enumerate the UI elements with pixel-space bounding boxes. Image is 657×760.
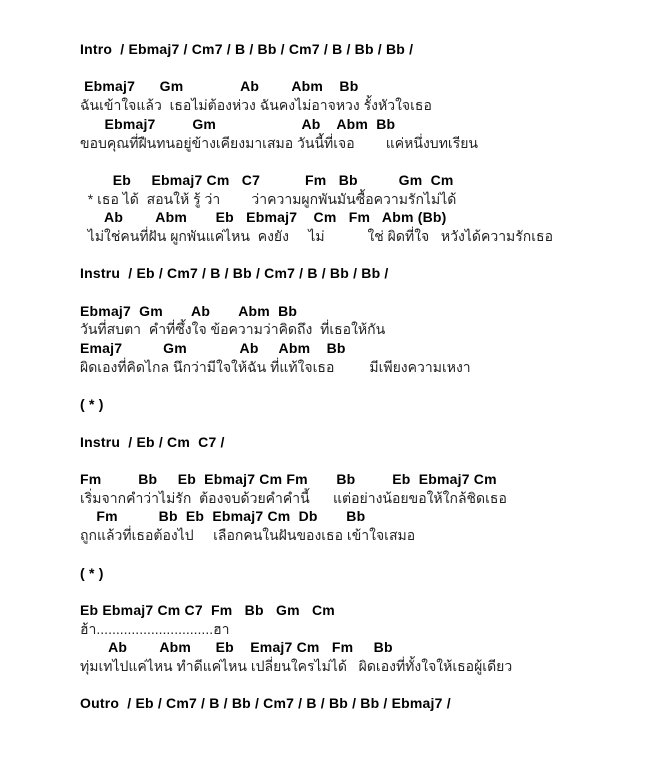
lyric-line: เริ่มจากคำว่าไม่รัก ต้องจบด้วยคำคำนี้ แต่อย่างน้อยขอให้ใกล้ชิดเธอ bbox=[80, 489, 507, 506]
lyric-line: ฉันเข้าใจแล้ว เธอไม่ต้องห่วง ฉันคงไม่อาจหวง รั้งหัวใจเธอ bbox=[80, 97, 432, 114]
lyric-line-vocalise: ฮ้า..............................ฮา bbox=[80, 620, 230, 637]
chord-line: Ab Abm Eb Emaj7 Cm Fm Bb bbox=[80, 639, 393, 656]
chord-line: Ebmaj7 Gm Ab Abm Bb bbox=[80, 115, 396, 132]
chord-line: Emaj7 Gm Ab Abm Bb bbox=[80, 340, 346, 357]
spacer-line bbox=[80, 414, 647, 433]
instru-line-2: Instru / Eb / Cm C7 / bbox=[80, 433, 225, 450]
chord-line: Ebmaj7 Gm Ab Abm Bb bbox=[80, 302, 298, 319]
lyric-line: ผิดเองที่คิดไกล นึกว่ามีใจให้ฉัน ที่แท้ใจเธอ มีเพียงความเหงา bbox=[80, 358, 471, 375]
chord-line: Ebmaj7 Gm Ab Abm Bb bbox=[80, 78, 359, 95]
spacer-line bbox=[80, 59, 647, 78]
lyric-line: วันที่สบตา คำที่ซึ้งใจ ข้อความว่าคิดถึง ที่เธอให้กัน bbox=[80, 321, 386, 338]
chord-line: Eb Ebmaj7 Cm C7 Fm Bb Gm Cm bbox=[80, 601, 335, 618]
lyric-line: ขอบคุณที่ฝืนทนอยู่ข้างเคียงมาเสมอ วันนี้ที่เจอ แค่หนึ่งบทเรียน bbox=[80, 134, 478, 151]
spacer-line bbox=[80, 676, 647, 695]
lyric-line: ถูกแล้วที่เธอต้องไป เลือกคนในฝันของเธอ เข้าใจเสมอ bbox=[80, 527, 416, 544]
intro-line: Intro / Ebmaj7 / Cm7 / B / Bb / Cm7 / B / Bb / Bb / bbox=[80, 41, 414, 57]
lyric-line: * เธอ ได้ สอนให้ รู้ ว่า ว่าความผูกพันมันซื้อความรักไม่ได้ bbox=[80, 190, 457, 207]
spacer-line bbox=[80, 545, 647, 564]
spacer-line bbox=[80, 451, 647, 470]
instru-line-1: Instru / Eb / Cm7 / B / Bb / Cm7 / B / Bb / Bb / bbox=[80, 265, 389, 282]
repeat-sign-line: ( * ) bbox=[80, 564, 104, 581]
spacer-line bbox=[80, 246, 647, 265]
lyric-line: ไม่ใช่คนที่ฝัน ผูกพันแค่ไหน คงยัง ไม่ ใช่ ผิดที่ใจ หวังได้ความรักเธอ bbox=[80, 228, 554, 244]
spacer-line bbox=[80, 377, 647, 396]
spacer-line bbox=[80, 152, 647, 171]
outro-line: Outro / Eb / Cm7 / B / Bb / Cm7 / B / Bb / Bb / Ebmaj7 / bbox=[80, 695, 451, 712]
repeat-sign-line: ( * ) bbox=[80, 396, 104, 413]
chord-line: Fm Bb Eb Ebmaj7 Cm Db Bb bbox=[80, 508, 366, 525]
chord-line: Eb Ebmaj7 Cm C7 Fm Bb Gm Cm bbox=[80, 171, 454, 188]
chord-line: Ab Abm Eb Ebmaj7 Cm Fm Abm (Bb) bbox=[80, 209, 447, 226]
chord-line: Fm Bb Eb Ebmaj7 Cm Fm Bb Eb Ebmaj7 Cm bbox=[80, 471, 497, 488]
spacer-line bbox=[80, 582, 647, 601]
lyric-line: ทุ่มเทไปแค่ไหน ทำดีแค่ไหน เปลี่ยนใครไม่ได้ ผิดเองที่ทั้งใจให้เธอผู้เดียว bbox=[80, 658, 513, 675]
spacer-line bbox=[80, 283, 647, 302]
